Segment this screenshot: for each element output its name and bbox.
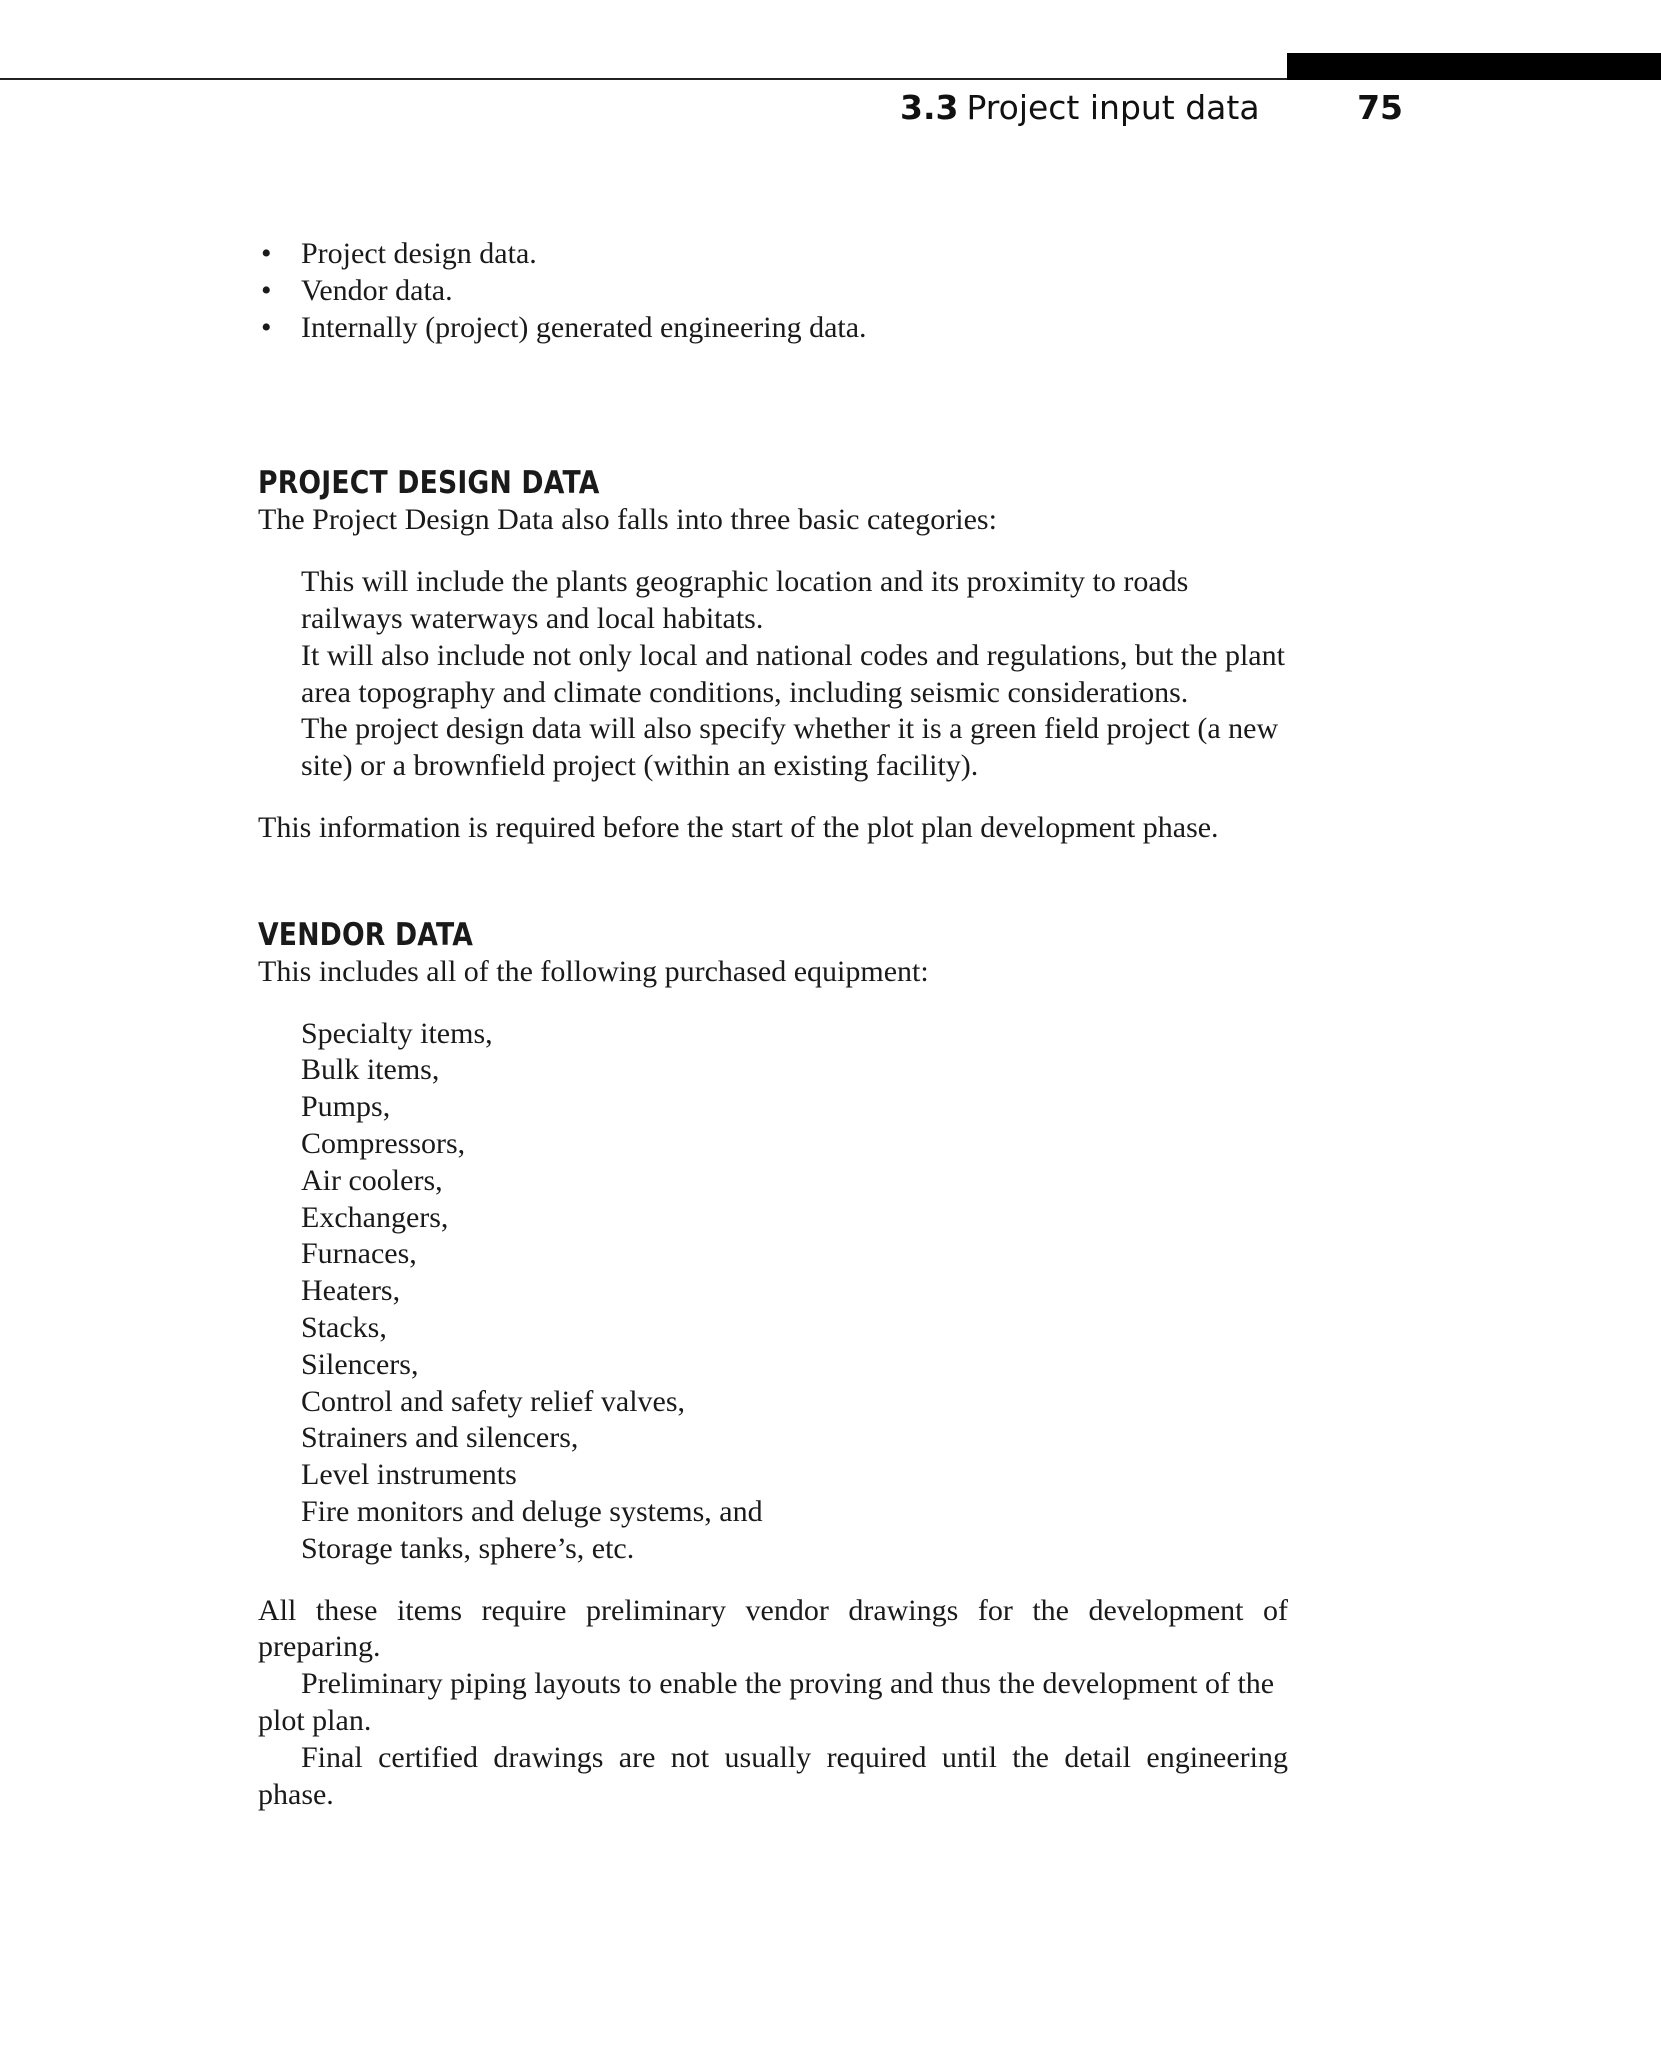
project-design-lead: The Project Design Data also falls into three basic categories:	[258, 503, 997, 537]
header-bar	[1287, 53, 1661, 80]
vendor-lead: This includes all of the following purchased equipment:	[258, 954, 929, 988]
running-head	[900, 88, 1403, 132]
vendor-equipment-list	[258, 1016, 1288, 1568]
vendor-paragraph: Final certified drawings are not usually required until the detail engineering phase.	[258, 1740, 1288, 1811]
design-item: It will also include not only local and national codes and regulations, but the plant area topography and climate conditions, including seismic considerations.	[301, 638, 1285, 709]
equipment-item: Bulk items,	[301, 1053, 440, 1087]
equipment-item: Specialty items,	[301, 1016, 493, 1050]
project-design-items	[258, 564, 1288, 785]
project-design-closing: This information is required before the start of the plot plan development phase.	[258, 810, 1219, 844]
equipment-item: Pumps,	[301, 1090, 391, 1124]
design-item: This will include the plants geographic location and its proximity to roads railways waterways and local habitats.	[301, 565, 1189, 635]
equipment-item: Fire monitors and deluge systems, and	[301, 1494, 763, 1528]
equipment-item: Strainers and silencers,	[301, 1421, 579, 1455]
section-heading-project-design: PROJECT DESIGN DATA	[258, 465, 600, 502]
section-number: 3.3	[900, 88, 959, 127]
equipment-item: Compressors,	[301, 1126, 466, 1160]
page-content	[258, 236, 1288, 1813]
equipment-item: Silencers,	[301, 1347, 419, 1381]
page-number: 75	[1357, 88, 1403, 127]
bullet-item: • Project design data.	[258, 236, 1288, 273]
section-heading-vendor: VENDOR DATA	[258, 916, 474, 953]
bullet-item: • Vendor data.	[258, 273, 1288, 310]
equipment-item: Air coolers,	[301, 1163, 443, 1197]
equipment-item: Furnaces,	[301, 1237, 417, 1271]
equipment-item: Exchangers,	[301, 1200, 449, 1234]
section-title: Project input data	[966, 88, 1260, 127]
vendor-paragraph: All these items require preliminary vendor drawings for the development of preparing.	[258, 1593, 1288, 1664]
equipment-item: Heaters,	[301, 1274, 401, 1308]
equipment-item: Level instruments	[301, 1458, 517, 1492]
equipment-item: Stacks,	[301, 1310, 387, 1344]
equipment-item: Storage tanks, sphere’s, etc.	[301, 1531, 635, 1565]
equipment-item: Control and safety relief valves,	[301, 1384, 686, 1418]
vendor-paragraph: Preliminary piping layouts to enable the proving and thus the development of the plot plan.	[258, 1667, 1275, 1737]
design-item: The project design data will also specify whether it is a green field project (a new site) or a brownfield project (within an existing facility).	[301, 712, 1279, 783]
intro-bullet-list	[258, 236, 1288, 346]
bullet-item: • Internally (project) generated engineering data.	[258, 310, 1288, 347]
